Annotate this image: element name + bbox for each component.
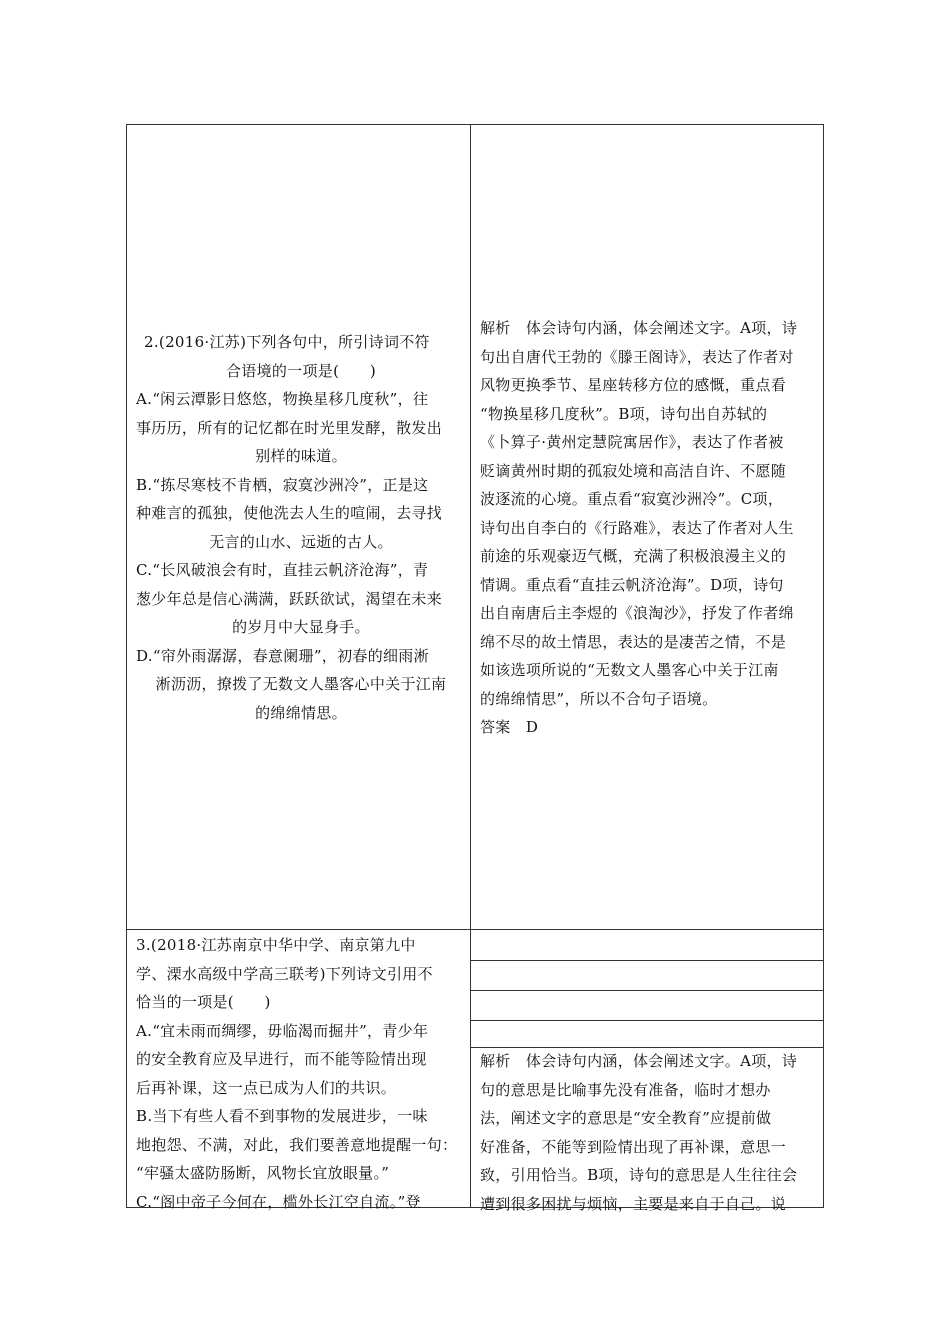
- answer-3-analysis-line: 好准备，不能等到险情出现了再补课，意思一: [480, 1137, 787, 1156]
- row-divider: [126, 929, 824, 930]
- question-3-option-a: A.“宜未雨而绸缪，毋临渴而掘井”，青少年: [136, 1021, 429, 1040]
- question-2-line: 2.(2016·江苏)下列各句中，所引诗词不符: [144, 333, 430, 351]
- question-3-line: 的安全教育应及早进行，而不能等险情出现: [136, 1050, 427, 1068]
- question-2-line: 事历历，所有的记忆都在时光里发酵，散发出: [136, 418, 443, 437]
- answer-2-analysis-line: 风物更换季节、星座转移方位的感慨，重点看: [480, 376, 787, 394]
- question-2-option-b: B.“拣尽寒枝不肯栖，寂寞沙洲冷”，正是这: [136, 475, 429, 494]
- question-2-line: 别样的味道。: [255, 447, 347, 465]
- question-2-line: 合语境的一项是( ): [225, 361, 376, 380]
- question-3-line: 地抱怨、不满，对此，我们要善意地提醒一句：: [136, 1135, 458, 1154]
- answer-2-analysis-line: 诗句出自李白的《行路难》，表达了作者对人生: [480, 518, 794, 537]
- right-subrow-divider: [470, 990, 824, 991]
- column-divider: [470, 124, 471, 1208]
- question-3-line: 恰当的一项是( ): [136, 993, 271, 1011]
- right-subrow-divider: [470, 960, 824, 961]
- question-3-line: “牢骚太盛防肠断，风物长宜放眼量。”: [136, 1164, 390, 1182]
- right-subrow-divider: [470, 1020, 824, 1021]
- answer-2-analysis-line: “物换星移几度秋”。B项，诗句出自苏轼的: [480, 404, 768, 423]
- table-border-left: [126, 124, 127, 1208]
- answer-2-answer: 答案 D: [480, 718, 539, 736]
- question-3-line: 后再补课，这一点已成为人们的共识。: [136, 1078, 397, 1097]
- answer-2-analysis-line: 句出自唐代王勃的《滕王阁诗》，表达了作者对: [480, 347, 794, 366]
- question-2-line: 的绵绵情思。: [255, 703, 347, 722]
- answer-2-analysis-line: 贬谪黄州时期的孤寂处境和高洁自许、不愿随: [480, 461, 787, 480]
- question-3-option-b: B.当下有些人看不到事物的发展进步，一味: [136, 1107, 428, 1125]
- question-2-option-d: D.“帘外雨潺潺，春意阑珊”，初春的细雨淅: [136, 646, 429, 665]
- question-3: [136, 931, 466, 1216]
- question-2-line: 淅沥沥，撩拨了无数文人墨客心中关于江南: [155, 675, 447, 693]
- answer-2-analysis-line: 如该选项所说的“无数文人墨客心中关于江南: [480, 661, 779, 679]
- question-3-option-c: C.“阁中帝子今何在，槛外长江空自流。”登: [136, 1192, 421, 1211]
- question-2-option-a: A.“闲云潭影日悠悠，物换星移几度秋”，往: [136, 390, 429, 408]
- answer-2-analysis-line: 情调。重点看“直挂云帆济沧海”。D项，诗句: [480, 575, 784, 594]
- answer-2-analysis-line: 波逐流的心境。重点看“寂寞沙洲冷”。C项，: [480, 490, 784, 508]
- question-2-line: 的岁月中大显身手。: [232, 618, 370, 636]
- question-2-line: 葱少年总是信心满满，跃跃欲试，渴望在未来: [136, 589, 443, 608]
- answer-2-analysis-line: 绵不尽的故土情思，表达的是凄苦之情，不是: [480, 632, 787, 651]
- answer-2-analysis-line: 出自南唐后主李煜的《浪淘沙》，抒发了作者绵: [480, 604, 794, 622]
- question-2-option-c: C.“长风破浪会有时，直挂云帆济沧海”，青: [136, 561, 429, 579]
- question-2: [136, 328, 466, 727]
- answer-2: [480, 314, 820, 742]
- answer-2-analysis-line: 解析 体会诗句内涵，体会阐述文字。A项，诗: [480, 319, 798, 337]
- table-border-right: [823, 124, 824, 1208]
- answer-2-analysis-line: 前途的乐观豪迈气概，充满了积极浪漫主义的: [480, 547, 787, 565]
- question-2-line: 无言的山水、远逝的古人。: [209, 532, 393, 551]
- answer-2-analysis-line: 《卜算子·黄州定慧院寓居作》，表达了作者被: [480, 433, 784, 451]
- table-border-top: [126, 124, 824, 125]
- question-3-line: 学、溧水高级中学高三联考)下列诗文引用不: [136, 964, 433, 983]
- question-2-line: 种难言的孤独，使他洗去人生的喧闹，去寻找: [136, 504, 443, 522]
- answer-2-analysis-line: 的绵绵情思”，所以不合句子语境。: [480, 689, 718, 708]
- answer-3-analysis-line: 致，引用恰当。B项，诗句的意思是人生往往会: [480, 1166, 798, 1184]
- question-3-line: 3.(2018·江苏南京中华中学、南京第九中: [136, 936, 416, 954]
- answer-3: [480, 1047, 820, 1218]
- answer-3-analysis-line: 句的意思是比喻事先没有准备，临时才想办: [480, 1080, 771, 1099]
- answer-3-analysis-line: 解析 体会诗句内涵，体会阐述文字。A项，诗: [480, 1052, 798, 1070]
- answer-3-analysis-line: 法，阐述文字的意思是“安全教育”应提前做: [480, 1109, 772, 1127]
- answer-3-analysis-line: 遭到很多困扰与烦恼，主要是来自于自己。说: [480, 1194, 787, 1213]
